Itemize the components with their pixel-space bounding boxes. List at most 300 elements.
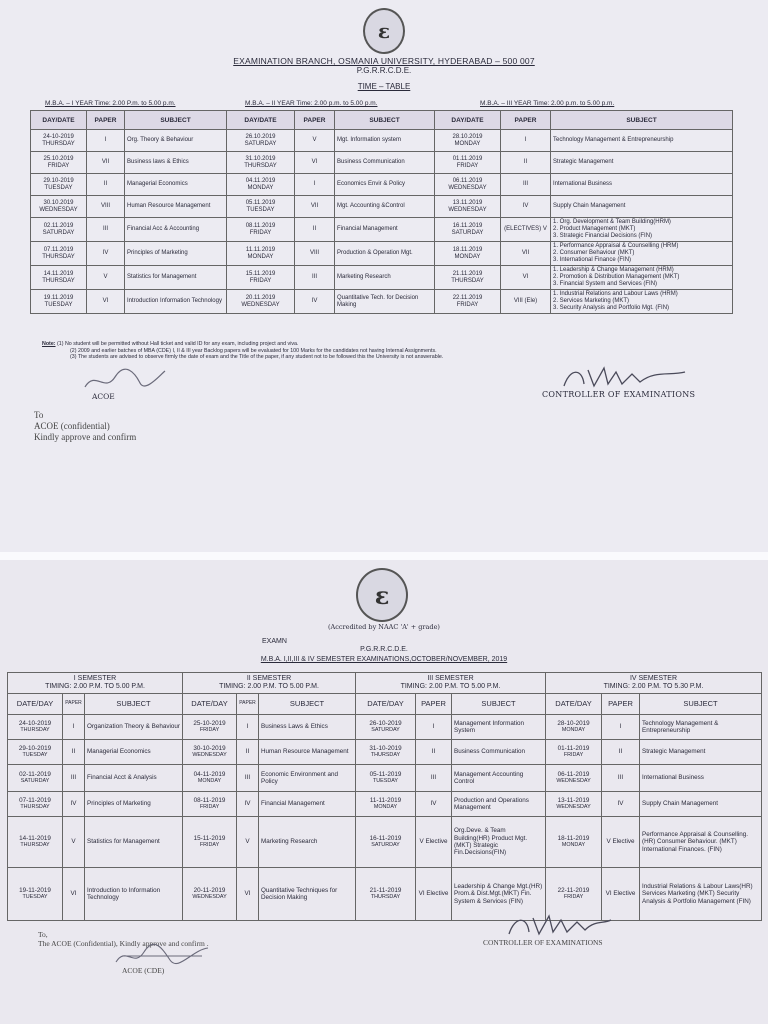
- exam-date: 08.11.2019: [245, 222, 276, 229]
- table-row: [31, 174, 733, 196]
- subject-cell: Introduction Information Technology: [125, 290, 227, 314]
- exam-weekday: WEDNESDAY: [448, 206, 487, 213]
- col-paper: PAPER: [416, 694, 452, 715]
- year1-timing: M.B.A. – I YEAR Time: 2.00 P.m. to 5.00 p.m.: [45, 100, 176, 107]
- to-line: ACOE (confidential): [34, 421, 110, 431]
- date-cell: [546, 715, 602, 740]
- date-cell: [31, 130, 87, 152]
- date-cell: [31, 174, 87, 196]
- exam-date: 15-11-2019: [193, 834, 226, 842]
- exam-date: 21.11.2019: [452, 270, 483, 277]
- university-logo: ε: [363, 8, 405, 54]
- date-cell: [227, 242, 295, 266]
- paper-cell: I: [602, 715, 640, 740]
- exam-weekday: THURSDAY: [42, 277, 75, 284]
- paper-cell: IV: [416, 792, 452, 817]
- subject-line: Strategic Management: [553, 159, 614, 165]
- exam-weekday: TUESDAY: [22, 894, 48, 900]
- exam-date: 26-10-2019: [369, 719, 402, 727]
- subject-cell: Quantitative Techniques for Decision Making: [259, 868, 356, 921]
- paper-cell: V: [295, 130, 335, 152]
- exam-weekday: FRIDAY: [199, 804, 220, 810]
- subject-cell: Strategic Management: [640, 740, 762, 765]
- table-row: [8, 715, 762, 740]
- exam-weekday: SATURDAY: [371, 842, 400, 848]
- table-row: [8, 792, 762, 817]
- exam-weekday: MONDAY: [373, 804, 398, 810]
- paper-cell: VII: [87, 152, 125, 174]
- exam-weekday: FRIDAY: [563, 894, 584, 900]
- date-cell: [356, 817, 416, 868]
- exam-weekday: SATURDAY: [244, 140, 277, 147]
- paper-cell: II: [237, 740, 259, 765]
- note-label: Note:: [42, 341, 56, 347]
- exam-date: 30-10-2019: [193, 744, 226, 752]
- subject-line: 3. Financial System and Services (FIN): [553, 281, 658, 287]
- paper-cell: (ELECTIVES) V: [501, 218, 551, 242]
- exam-date: 25-10-2019: [193, 719, 226, 727]
- exam-weekday: WEDNESDAY: [192, 894, 227, 900]
- date-cell: [435, 218, 501, 242]
- table-row: [31, 242, 733, 266]
- subject-cell: Management Information System: [452, 715, 546, 740]
- col-subject: SUBJECT: [85, 694, 183, 715]
- col-paper: PAPER: [237, 694, 259, 715]
- date-cell: [31, 242, 87, 266]
- col-header: PAPER: [295, 111, 335, 130]
- exam-date: 01.11.2019: [452, 155, 483, 162]
- date-cell: [8, 715, 63, 740]
- subject-line: 1. Leadership & Change Management (HRM): [553, 267, 674, 273]
- exam-weekday: WEDNESDAY: [556, 778, 591, 784]
- university-logo-2: ε: [356, 568, 408, 622]
- exam-date: 18-11-2019: [557, 834, 590, 842]
- paper-cell: VI: [237, 868, 259, 921]
- paper-cell: III: [416, 765, 452, 792]
- exam-weekday: WEDNESDAY: [39, 206, 78, 213]
- controller-label-2: CONTROLLER OF EXAMINATIONS: [483, 938, 603, 947]
- exam-weekday: FRIDAY: [199, 842, 220, 848]
- subject-line: 2. Product Management (MKT): [553, 226, 636, 232]
- paper-cell: IV: [63, 792, 85, 817]
- paper-cell: VI: [63, 868, 85, 921]
- col-header: DAY/DATE: [435, 111, 501, 130]
- date-cell: [356, 715, 416, 740]
- col-date: DATE/DAY: [356, 694, 416, 715]
- date-cell: [183, 868, 237, 921]
- table-row: [31, 196, 733, 218]
- col-header: SUBJECT: [551, 111, 733, 130]
- subject-cell: Principles of Marketing: [125, 242, 227, 266]
- date-cell: [227, 174, 295, 196]
- exam-weekday: TUESDAY: [246, 206, 275, 213]
- subject-cell: [551, 196, 733, 218]
- exam-date: 31.10.2019: [245, 155, 276, 162]
- subject-cell: Managerial Economics: [85, 740, 183, 765]
- paper-cell: III: [237, 765, 259, 792]
- paper-cell: VI Elective: [416, 868, 452, 921]
- paper-cell: I: [501, 130, 551, 152]
- subject-cell: Managerial Economics: [125, 174, 227, 196]
- subject-line: International Business: [553, 181, 613, 187]
- date-cell: [183, 715, 237, 740]
- exam-date: 06-11-2019: [557, 770, 590, 778]
- exam-date: 26.10.2019: [245, 133, 276, 140]
- table-row: [8, 765, 762, 792]
- exam-weekday: THURSDAY: [370, 752, 401, 758]
- exam-weekday: FRIDAY: [199, 727, 220, 733]
- exam-date: 04.11.2019: [245, 177, 276, 184]
- subject-cell: [551, 152, 733, 174]
- date-cell: [356, 792, 416, 817]
- exam-weekday: MONDAY: [454, 140, 481, 147]
- subject-cell: Economic Environment and Policy: [259, 765, 356, 792]
- subject-cell: Mgt. Accounting &Control: [335, 196, 435, 218]
- exam-date: 24-10-2019: [18, 719, 52, 727]
- semester-4-header: IV SEMESTER TIMING: 2.00 P.M. TO 5.30 P.M.: [546, 673, 762, 694]
- paper-cell: VI: [295, 152, 335, 174]
- col-paper: PAPER: [63, 694, 85, 715]
- subject-line: 2. Promotion & Distribution Management (MKT): [553, 274, 680, 280]
- note-1: (1) No student will be permitted without Hall ticket and valid ID for any exam, including project and viva.: [57, 341, 299, 347]
- controller-signature-icon-2: [505, 910, 615, 940]
- exam-weekday: WEDNESDAY: [448, 184, 487, 191]
- date-cell: [8, 740, 63, 765]
- date-cell: [31, 196, 87, 218]
- subject-cell: Business Communication: [335, 152, 435, 174]
- subject-cell: Business Laws & Ethics: [259, 715, 356, 740]
- exam-weekday: SATURDAY: [451, 229, 484, 236]
- paper-cell: V: [87, 266, 125, 290]
- date-cell: [227, 290, 295, 314]
- exam-weekday: MONDAY: [561, 727, 586, 733]
- subject-cell: Business Communication: [452, 740, 546, 765]
- year3-timing: M.B.A. – III YEAR Time: 2.00 p.m. to 5.00 p.m.: [480, 100, 615, 107]
- subject-line: Supply Chain Management: [553, 203, 626, 209]
- subject-line: 2. Consumer Behaviour (MKT): [553, 250, 635, 256]
- exam-date: 20-11-2019: [193, 886, 226, 894]
- note-2: (2) 2009 and earlier batches of MBA (CDE) I, II & III year Backlog papers will be evaluated for 100 Marks for the candidates not having Internal Assignments.: [70, 347, 437, 354]
- col-subject: SUBJECT: [259, 694, 356, 715]
- subject-cell: Financial Acc & Accounting: [125, 218, 227, 242]
- exam-date: 16-11-2019: [369, 834, 402, 842]
- col-date: DATE/DAY: [183, 694, 237, 715]
- exam-date: 30.10.2019: [43, 199, 74, 206]
- subject-cell: Principles of Marketing: [85, 792, 183, 817]
- subject-cell: Leadership & Change Mgt.(HR) Prom.& Dist.Mgt.(MKT) Fin. System & Services (FIN): [452, 868, 546, 921]
- sheet1-header-line3: TIME – TABLE: [357, 82, 411, 91]
- paper-cell: I: [295, 174, 335, 196]
- exam-weekday: MONDAY: [247, 184, 274, 191]
- exam-date: 11-11-2019: [369, 796, 402, 804]
- date-cell: [8, 792, 63, 817]
- semester-timetable: [7, 672, 762, 921]
- exam-weekday: MONDAY: [454, 253, 481, 260]
- to-line-1: To,: [38, 930, 48, 939]
- subject-cell: Quantitative Tech. for Decision Making: [335, 290, 435, 314]
- exam-date: 07-11-2019: [19, 796, 51, 804]
- exam-date: 04-11-2019: [193, 770, 226, 778]
- subject-line: 3. International Finance (FIN): [553, 257, 632, 263]
- subject-cell: [551, 130, 733, 152]
- col-header: DAY/DATE: [31, 111, 87, 130]
- exam-date: 19.11.2019: [43, 294, 74, 301]
- exam-weekday: WEDNESDAY: [241, 301, 280, 308]
- exam-date: 13.11.2019: [452, 199, 483, 206]
- paper-cell: VII: [501, 242, 551, 266]
- paper-cell: I: [87, 130, 125, 152]
- paper-cell: IV: [602, 792, 640, 817]
- date-cell: [435, 290, 501, 314]
- exam-date: 24-10-2019: [43, 133, 74, 140]
- exam-weekday: THURSDAY: [451, 277, 484, 284]
- subject-line: 2. Services Marketing (MKT): [553, 298, 630, 304]
- col-header: PAPER: [87, 111, 125, 130]
- subject-line: 1. Org. Development & Team Building(HRM): [553, 219, 671, 225]
- date-cell: [227, 196, 295, 218]
- date-cell: [356, 765, 416, 792]
- paper-cell: III: [602, 765, 640, 792]
- exam-date: 25.10.2019: [43, 155, 74, 162]
- col-subject: SUBJECT: [640, 694, 762, 715]
- paper-cell: VI: [501, 266, 551, 290]
- exam-weekday: THURSDAY: [20, 804, 50, 810]
- paper-cell: II: [602, 740, 640, 765]
- paper-cell: VIII: [87, 196, 125, 218]
- exam-date: 05.11.2019: [245, 199, 276, 206]
- subject-cell: Financial Management: [335, 218, 435, 242]
- paper-cell: IV: [237, 792, 259, 817]
- subject-line: 1. Performance Appraisal & Counselling (HRM): [553, 243, 679, 249]
- paper-cell: VI Elective: [602, 868, 640, 921]
- exam-weekday: FRIDAY: [456, 301, 479, 308]
- exam-date: 05-11-2019: [369, 770, 402, 778]
- exam-weekday: FRIDAY: [563, 752, 584, 758]
- exam-weekday: TUESDAY: [44, 301, 73, 308]
- exam-weekday: THURSDAY: [244, 162, 277, 169]
- subject-cell: Mgt. Information system: [335, 130, 435, 152]
- subject-cell: [551, 242, 733, 266]
- exam-weekday: FRIDAY: [47, 162, 70, 169]
- subject-cell: Human Resource Management: [259, 740, 356, 765]
- subject-cell: International Business: [640, 765, 762, 792]
- semester-1-header: I SEMESTER TIMING: 2.00 P.M. TO 5.00 P.M.: [8, 673, 183, 694]
- exam-weekday: TUESDAY: [372, 778, 399, 784]
- subject-cell: Production & Operation Mgt.: [335, 242, 435, 266]
- exam-date: 14.11.2019: [43, 270, 74, 277]
- date-cell: [183, 817, 237, 868]
- col-date: DATE/DAY: [546, 694, 602, 715]
- sheet1-header-line1: EXAMINATION BRANCH, OSMANIA UNIVERSITY, HYDERABAD – 500 007: [233, 56, 535, 66]
- subject-cell: Organization Theory & Behaviour: [85, 715, 183, 740]
- subject-line: Technology Management & Entrepreneurship: [553, 137, 674, 143]
- date-cell: [227, 266, 295, 290]
- paper-cell: IV: [295, 290, 335, 314]
- note-3: (3) The students are advised to observe firmly the date of exam and the Title of the paper, if any student not to be followed this the University is not answerable.: [70, 354, 444, 360]
- subject-cell: Business laws & Ethics: [125, 152, 227, 174]
- table-row: [31, 130, 733, 152]
- table-header-row: [31, 111, 733, 130]
- exam-weekday: THURSDAY: [42, 253, 75, 260]
- exam-date: 08-11-2019: [193, 796, 226, 804]
- subject-line: 1. Industrial Relations and Labour Laws (HRM): [553, 291, 678, 297]
- table-row: [31, 218, 733, 242]
- subject-cell: Technology Management & Entrepreneurship: [640, 715, 762, 740]
- subject-cell: Financial Acct & Analysis: [85, 765, 183, 792]
- semester-3-header: III SEMESTER TIMING: 2.00 P.M. TO 5.00 P.M.: [356, 673, 546, 694]
- date-cell: [227, 130, 295, 152]
- column-header-row: [8, 694, 762, 715]
- table-row: [8, 740, 762, 765]
- subject-cell: [551, 174, 733, 196]
- paper-cell: V Elective: [602, 817, 640, 868]
- date-cell: [546, 740, 602, 765]
- subject-line: 3. Security Analysis and Portfolio Mgt. (FIN): [553, 305, 670, 311]
- date-cell: [435, 196, 501, 218]
- controller-label: CONTROLLER OF EXAMINATIONS: [542, 390, 696, 399]
- paper-cell: IV: [87, 242, 125, 266]
- date-cell: [8, 765, 63, 792]
- to-line: To: [34, 410, 44, 420]
- table-row: [8, 868, 762, 921]
- exam-date: 20.11.2019: [245, 294, 276, 301]
- paper-cell: VI: [87, 290, 125, 314]
- exam-weekday: THURSDAY: [20, 727, 50, 733]
- col-header: SUBJECT: [335, 111, 435, 130]
- date-cell: [31, 218, 87, 242]
- exam-weekday: THURSDAY: [370, 894, 401, 900]
- exam-weekday: FRIDAY: [249, 277, 272, 284]
- col-paper: PAPER: [602, 694, 640, 715]
- table-row: [31, 152, 733, 174]
- date-cell: [435, 130, 501, 152]
- date-cell: [8, 817, 63, 868]
- controller-signature-icon: [560, 362, 690, 392]
- acoe-cde-label: ACOE (CDE): [122, 966, 165, 975]
- date-cell: [546, 765, 602, 792]
- paper-cell: V: [63, 817, 85, 868]
- paper-cell: I: [416, 715, 452, 740]
- subject-cell: Statistics for Management: [125, 266, 227, 290]
- exam-weekday: THURSDAY: [42, 140, 75, 147]
- date-cell: [183, 792, 237, 817]
- paper-cell: II: [295, 218, 335, 242]
- subject-line: 3. Strategic Financial Decisions (FIN): [553, 233, 653, 239]
- subject-cell: [551, 218, 733, 242]
- paper-cell: I: [237, 715, 259, 740]
- paper-cell: III: [63, 765, 85, 792]
- paper-cell: V: [237, 817, 259, 868]
- exam-weekday: MONDAY: [561, 842, 586, 848]
- acoe-label: ACOE: [92, 392, 115, 401]
- date-cell: [8, 868, 63, 921]
- date-cell: [356, 868, 416, 921]
- year2-timing: M.B.A. – II YEAR Time: 2.00 p.m. to 5.00 p.m.: [245, 100, 378, 107]
- to-acoe-block: [34, 410, 136, 443]
- exam-date: 15.11.2019: [245, 270, 276, 277]
- subject-cell: Production and Operations Management: [452, 792, 546, 817]
- subject-cell: [551, 290, 733, 314]
- exam-date: 19-11-2019: [19, 886, 51, 894]
- semester-exam-title: M.B.A. I,II,III & IV SEMESTER EXAMINATIONS,OCTOBER/NOVEMBER, 2019: [260, 656, 508, 663]
- examn-text: EXAMN: [262, 638, 287, 645]
- paper-cell: I: [63, 715, 85, 740]
- paper-cell: II: [416, 740, 452, 765]
- exam-date: 02.11.2019: [43, 222, 74, 229]
- paper-cell: II: [87, 174, 125, 196]
- date-cell: [31, 290, 87, 314]
- subject-cell: Introduction to Information Technology: [85, 868, 183, 921]
- date-cell: [435, 266, 501, 290]
- date-cell: [546, 817, 602, 868]
- exam-date: 29.10-2019: [43, 177, 74, 184]
- subject-cell: Statistics for Management: [85, 817, 183, 868]
- notes: [42, 341, 742, 361]
- subject-cell: Industrial Relations & Labour Laws(HR) Services Marketing (MKT) Security Analysis & Portfolio Management (FIN): [640, 868, 762, 921]
- exam-weekday: WEDNESDAY: [556, 804, 591, 810]
- date-cell: [356, 740, 416, 765]
- date-cell: [227, 218, 295, 242]
- exam-date: 11.11.2019: [245, 246, 276, 253]
- subject-cell: Marketing Research: [259, 817, 356, 868]
- year-timetable: [30, 110, 733, 314]
- exam-date: 01-11-2019: [557, 744, 590, 752]
- exam-date: 13-11-2019: [557, 796, 590, 804]
- date-cell: [183, 765, 237, 792]
- table-row: [31, 266, 733, 290]
- table-row: [31, 290, 733, 314]
- exam-date: 02-11-2019: [19, 770, 51, 778]
- date-cell: [31, 266, 87, 290]
- exam-date: 16.11.2019: [452, 222, 483, 229]
- subject-cell: Marketing Research: [335, 266, 435, 290]
- date-cell: [227, 152, 295, 174]
- subject-cell: Org. Theory & Behaviour: [125, 130, 227, 152]
- exam-weekday: SATURDAY: [20, 778, 50, 784]
- subject-cell: Supply Chain Management: [640, 792, 762, 817]
- col-header: SUBJECT: [125, 111, 227, 130]
- date-cell: [31, 152, 87, 174]
- timetable-sheet-2: [0, 560, 768, 1024]
- date-cell: [435, 174, 501, 196]
- exam-date: 18.11.2019: [452, 246, 483, 253]
- exam-date: 06.11.2019: [452, 177, 483, 184]
- semester-2-header: II SEMESTER TIMING: 2.00 P.M. TO 5.00 P.M.: [183, 673, 356, 694]
- exam-weekday: MONDAY: [247, 253, 274, 260]
- col-subject: SUBJECT: [452, 694, 546, 715]
- paper-cell: IV: [501, 196, 551, 218]
- paper-cell: VIII: [295, 242, 335, 266]
- exam-weekday: THURSDAY: [20, 842, 50, 848]
- subject-cell: [551, 266, 733, 290]
- subject-cell: Management Accounting Control: [452, 765, 546, 792]
- semester-header-row: [8, 673, 762, 694]
- subject-cell: Human Resource Management: [125, 196, 227, 218]
- sheet1-header-line2: P.G.R.R.C.D.E.: [356, 66, 412, 75]
- paper-cell: III: [501, 174, 551, 196]
- paper-cell: II: [63, 740, 85, 765]
- exam-weekday: FRIDAY: [456, 162, 479, 169]
- subject-cell: Performance Appraisal & Counselling. (HR) Consumer Behaviour. (MKT) International Finances. (FIN): [640, 817, 762, 868]
- table-row: [8, 817, 762, 868]
- exam-date: 28-10-2019: [557, 719, 590, 727]
- pgrrcde-text: P.G.R.R.C.D.E.: [360, 646, 408, 653]
- date-cell: [435, 152, 501, 174]
- subject-cell: Financial Management: [259, 792, 356, 817]
- exam-weekday: TUESDAY: [22, 752, 48, 758]
- exam-date: 22-11-2019: [557, 886, 590, 894]
- exam-date: 29-10-2019: [18, 744, 52, 752]
